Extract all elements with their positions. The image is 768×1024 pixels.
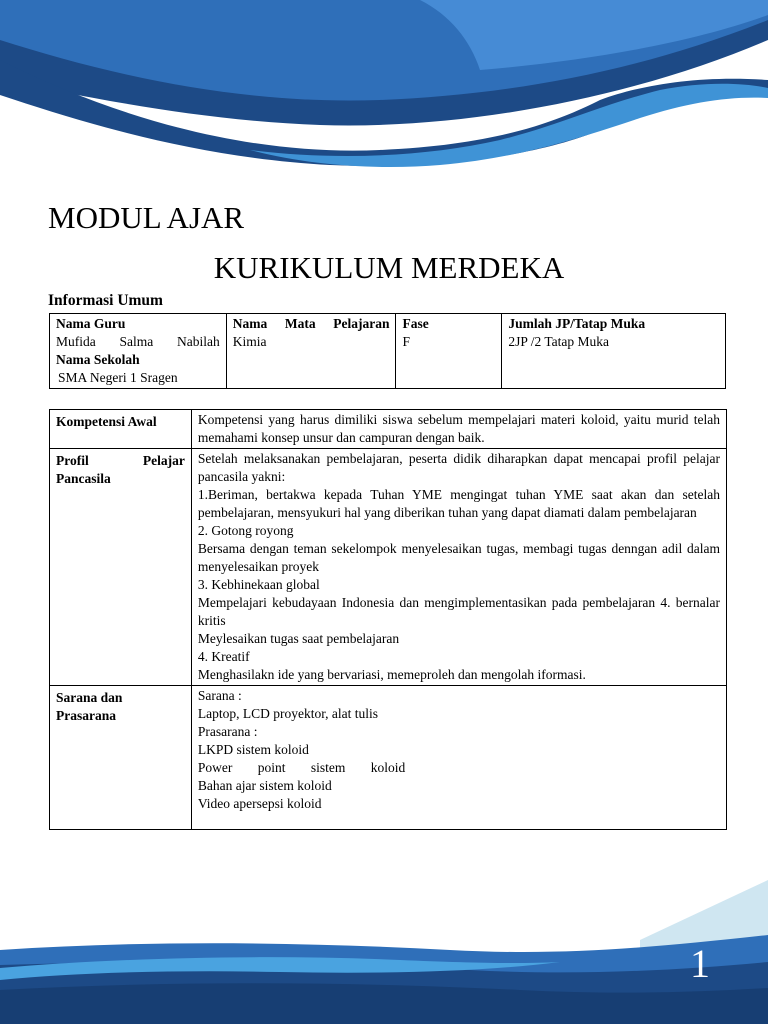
page-number: 1 — [690, 941, 710, 986]
sarana-line: Sarana : — [197, 688, 242, 703]
profil-label: Profil Pelajar Pancasila — [50, 449, 192, 686]
profil-line: 4. Kreatif — [197, 649, 250, 664]
profil-line: 1.Beriman, bertakwa kepada Tuhan YME mengingat tuhan YME saat akan dan setelah pembelajaran, mensyukuri hal yang diberikan tuhan yang dapat diamati dalam pembelajaran — [197, 487, 720, 520]
profil-line: Bersama dengan teman sekelompok menyelesaikan tugas, membagi tugas denngan adil dalam menyelesaikan proyek — [197, 541, 720, 574]
header-wave-decoration — [0, 0, 768, 200]
learning-details-table — [49, 409, 727, 830]
sarana-line: Video apersepsi koloid — [197, 796, 322, 811]
phase-value: F — [402, 334, 410, 349]
subject-header: Nama Mata Pelajaran — [232, 316, 390, 331]
profil-line: Menghasilakn ide yang bervariasi, memeproleh dan mengolah iformasi. — [197, 667, 586, 682]
profil-line: 2. Gotong royong — [197, 523, 294, 538]
section-heading: Informasi Umum — [48, 292, 163, 309]
profil-line: Setelah melaksanakan pembelajaran, peserta didik diharapkan dapat mencapai profil pelajar pancasila yakni: — [197, 451, 720, 484]
profil-line: Mempelajari kebudayaan Indonesia dan mengimplementasikan pada pembelajaran 4. bernalar kritis — [197, 595, 720, 628]
profil-line: Meylesaikan tugas saat pembelajaran — [197, 631, 400, 646]
school-header: Nama Sekolah — [56, 352, 140, 367]
footer-wave-decoration — [0, 880, 768, 1024]
hours-cell — [502, 314, 726, 389]
profil-text — [191, 449, 726, 686]
subject-cell — [226, 314, 396, 389]
sarana-line: Power point sistem koloid — [197, 760, 406, 775]
kompetensi-label: Kompetensi Awal — [50, 410, 192, 449]
phase-cell — [396, 314, 502, 389]
sarana-text — [191, 686, 726, 830]
profil-line: 3. Kebhinekaan global — [197, 577, 320, 592]
sarana-line: Prasarana : — [197, 724, 258, 739]
school-name: SMA Negeri 1 Sragen — [58, 370, 178, 385]
kompetensi-text: Kompetensi yang harus dimiliki siswa sebelum mempelajari materi koloid, yaitu murid telah memahami konsep unsur dan campuran dengan baik. — [191, 410, 726, 449]
subject-value: Kimia — [232, 334, 267, 349]
teacher-name: Mufida Salma Nabilah — [56, 334, 220, 349]
teacher-header: Nama Guru — [56, 316, 126, 331]
teacher-cell — [50, 314, 227, 389]
curriculum-title: KURIKULUM MERDEKA — [213, 250, 565, 285]
hours-header: Jumlah JP/Tatap Muka — [508, 316, 646, 331]
sarana-label: Sarana dan Prasarana — [50, 686, 192, 830]
sarana-line: Bahan ajar sistem koloid — [197, 778, 332, 793]
hours-value: 2JP /2 Tatap Muka — [508, 334, 610, 349]
module-title: MODUL AJAR — [48, 200, 245, 235]
sarana-line: LKPD sistem koloid — [197, 742, 309, 757]
sarana-line: Laptop, LCD proyektor, alat tulis — [197, 706, 379, 721]
phase-header: Fase — [402, 316, 429, 331]
general-info-table — [49, 313, 726, 389]
